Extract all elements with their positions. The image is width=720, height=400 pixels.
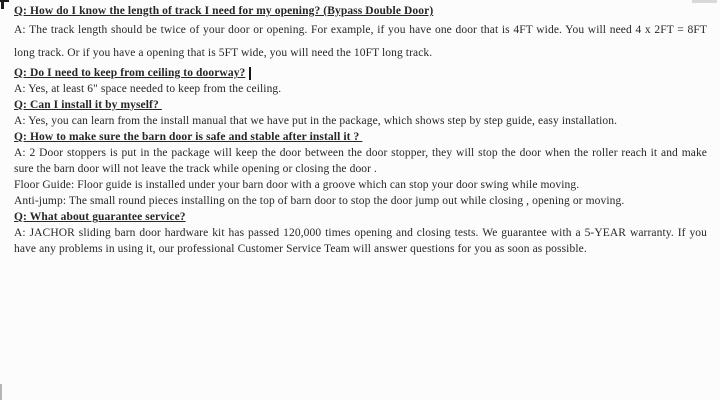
faq-answer-ceiling-space xyxy=(14,81,707,97)
faq-answer-self-install xyxy=(14,113,707,129)
answer-line: sure the barn door will not leave the track while opening or closing the door . xyxy=(14,163,378,175)
question-text: Q: What about guarantee service? xyxy=(14,211,186,223)
answer-line: have any problems in using it, our professional Customer Service Team will answer questions for you as soon as possible. xyxy=(14,243,587,255)
answer-line: A: The track length should be twice of your door or opening. For example, if you have one door that is 4FT wide. You will need 4 x 2FT = 8FT xyxy=(14,24,707,36)
question-text: Q: Do I need to keep from ceiling to doorway? xyxy=(14,67,246,79)
faq-question-self-install xyxy=(14,97,707,113)
scan-artifact-bottom-left xyxy=(0,384,2,400)
question-text: Q: Can I install it by myself? xyxy=(14,99,162,111)
answer-line: Floor Guide: Floor guide is installed under your barn door with a groove which can stop your door swing while moving. xyxy=(14,179,580,191)
faq-answer-guarantee xyxy=(14,225,707,257)
faq-answer-anti-jump xyxy=(14,193,707,209)
faq-question-track-length xyxy=(14,3,707,19)
scan-artifact-top-right xyxy=(692,0,717,3)
faq-answer-track-length xyxy=(14,19,707,65)
question-text: Q: How do I know the length of track I need for my opening? (Bypass Double Door) xyxy=(14,5,434,17)
faq-answer-door-stoppers xyxy=(14,145,707,177)
answer-line: A: Yes, you can learn from the install manual that we have put in the package, which shows step by step guide, easy installation. xyxy=(14,115,618,127)
faq-question-safety xyxy=(14,129,707,145)
question-text: Q: How to make sure the barn door is safe and stable after install it ? xyxy=(14,131,363,143)
faq-document xyxy=(14,3,707,257)
faq-question-ceiling-space xyxy=(14,65,707,81)
faq-answer-floor-guide xyxy=(14,177,707,193)
answer-line: A: 2 Door stoppers is put in the package will keep the door between the door stopper, they will stop the door when the roller reach it and make xyxy=(14,147,707,159)
answer-line: long track. Or if you have a opening that is 5FT wide, you will need the 10FT long track. xyxy=(14,47,433,59)
answer-line: Anti-jump: The small round pieces installing on the top of barn door to stop the door jump out while closing , opening or moving. xyxy=(14,195,625,207)
answer-line: A: Yes, at least 6" space needed to keep from the ceiling. xyxy=(14,83,282,95)
faq-question-guarantee xyxy=(14,209,707,225)
scan-artifact-top-left-horizontal xyxy=(0,0,9,2)
text-cursor xyxy=(249,67,251,80)
answer-line: A: JACHOR sliding barn door hardware kit has passed 120,000 times opening and closing tests. We guarantee with a 5-YEAR warranty. If you xyxy=(14,227,707,239)
